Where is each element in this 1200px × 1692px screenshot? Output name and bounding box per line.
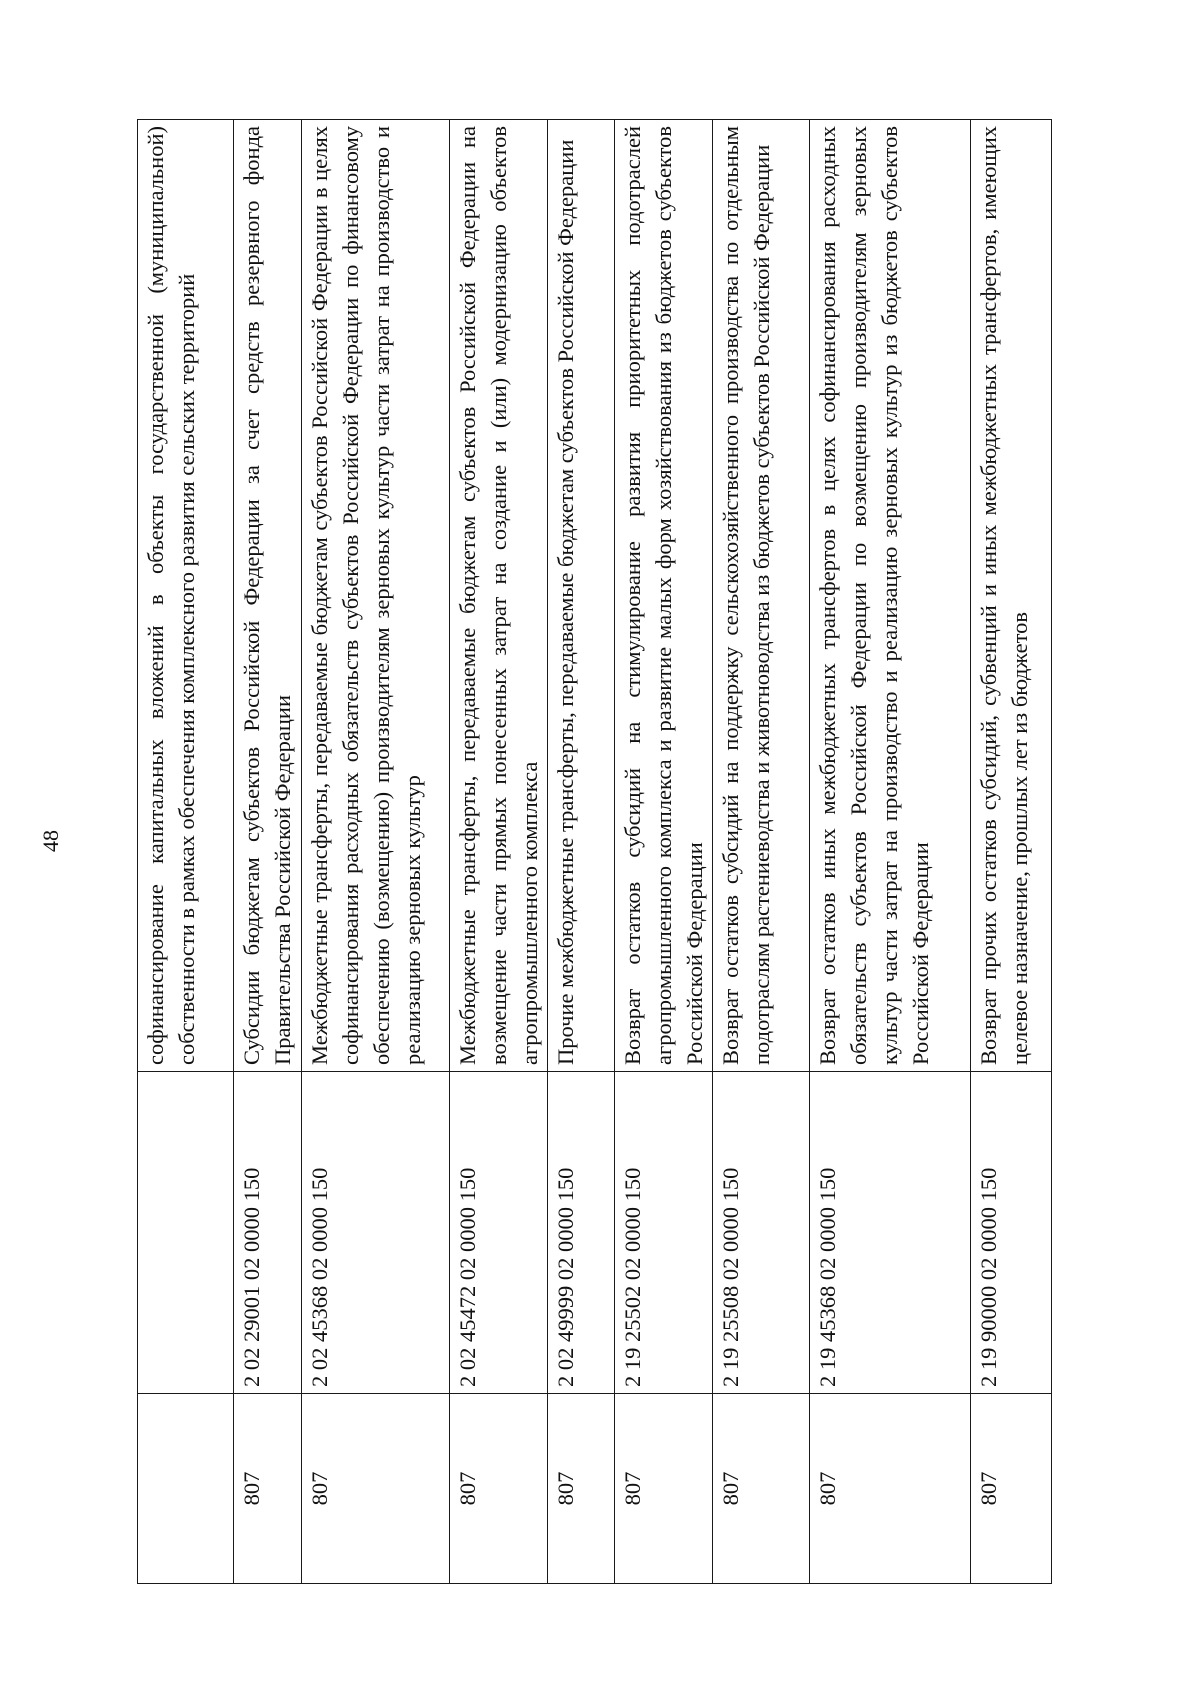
description-cell: софинансирование капитальных вложений в объекты государственной (муниципальной) собственности в рамках обеспечения комплексного развития сельских территорий — [138, 120, 234, 1072]
budget-code-cell: 2 19 25502 02 0000 150 — [615, 1072, 713, 1394]
table-row — [971, 120, 1052, 1584]
description-cell: Субсидии бюджетам субъектов Российской Федерации за счет средств резервного фонда Правительства Российской Федерации — [234, 120, 302, 1072]
admin-code-cell: 807 — [302, 1394, 450, 1584]
description-cell: Возврат остатков субсидий на стимулирование развития приоритетных подотраслей агропромышленного комплекса и развитие малых форм хозяйствования из бюджетов субъектов Российской Федерации — [615, 120, 713, 1072]
admin-code-cell: 807 — [971, 1394, 1052, 1584]
description-cell: Возврат прочих остатков субсидий, субвенций и иных межбюджетных трансфертов, имеющих целевое назначение, прошлых лет из бюджетов — [971, 120, 1052, 1072]
table-row — [810, 120, 971, 1584]
description-cell: Возврат остатков иных межбюджетных трансфертов в целях софинансирования расходных обязательств субъектов Российской Федерации по возмещению производителям зерновых культур части затрат на производство и реализацию зерновых культур из бюджетов субъектов Российской Федерации — [810, 120, 971, 1072]
page-number: 48 — [38, 830, 63, 852]
description-cell: Межбюджетные трансферты, передаваемые бюджетам субъектов Российской Федерации на возмещение части прямых понесенных затрат на создание и (или) модернизацию объектов агропромышленного комплекса — [450, 120, 548, 1072]
budget-code-cell: 2 02 29001 02 0000 150 — [234, 1072, 302, 1394]
description-cell: Прочие межбюджетные трансферты, передаваемые бюджетам субъектов Российской Федерации — [548, 120, 615, 1072]
admin-code-cell: 807 — [810, 1394, 971, 1584]
table-row — [302, 120, 450, 1584]
table-row — [450, 120, 548, 1584]
table-row — [615, 120, 713, 1584]
description-cell: Межбюджетные трансферты, передаваемые бюджетам субъектов Российской Федерации в целях софинансирования расходных обязательств субъектов Российской Федерации по финансовому обеспечению (возмещению) производителям зерновых культур части затрат на производство и реализацию зерновых культур — [302, 120, 450, 1072]
budget-code-cell: 2 02 45368 02 0000 150 — [302, 1072, 450, 1394]
table-row — [548, 120, 615, 1584]
admin-code-cell: 807 — [548, 1394, 615, 1584]
budget-code-cell: 2 02 45472 02 0000 150 — [450, 1072, 548, 1394]
table-row — [234, 120, 302, 1584]
revenue-codes-table — [137, 119, 1052, 1584]
budget-code-cell: 2 19 45368 02 0000 150 — [810, 1072, 971, 1394]
budget-code-cell — [138, 1072, 234, 1394]
description-cell: Возврат остатков субсидий на поддержку сельскохозяйственного производства по отдельным подотраслям растениеводства и животноводства из бюджетов субъектов Российской Федерации — [713, 120, 810, 1072]
budget-code-cell: 2 19 90000 02 0000 150 — [971, 1072, 1052, 1394]
admin-code-cell — [138, 1394, 234, 1584]
table-container — [137, 120, 1047, 1584]
budget-code-cell: 2 02 49999 02 0000 150 — [548, 1072, 615, 1394]
budget-code-cell: 2 19 25508 02 0000 150 — [713, 1072, 810, 1394]
admin-code-cell: 807 — [234, 1394, 302, 1584]
table-row — [713, 120, 810, 1584]
admin-code-cell: 807 — [615, 1394, 713, 1584]
table-row — [138, 120, 234, 1584]
admin-code-cell: 807 — [450, 1394, 548, 1584]
admin-code-cell: 807 — [713, 1394, 810, 1584]
